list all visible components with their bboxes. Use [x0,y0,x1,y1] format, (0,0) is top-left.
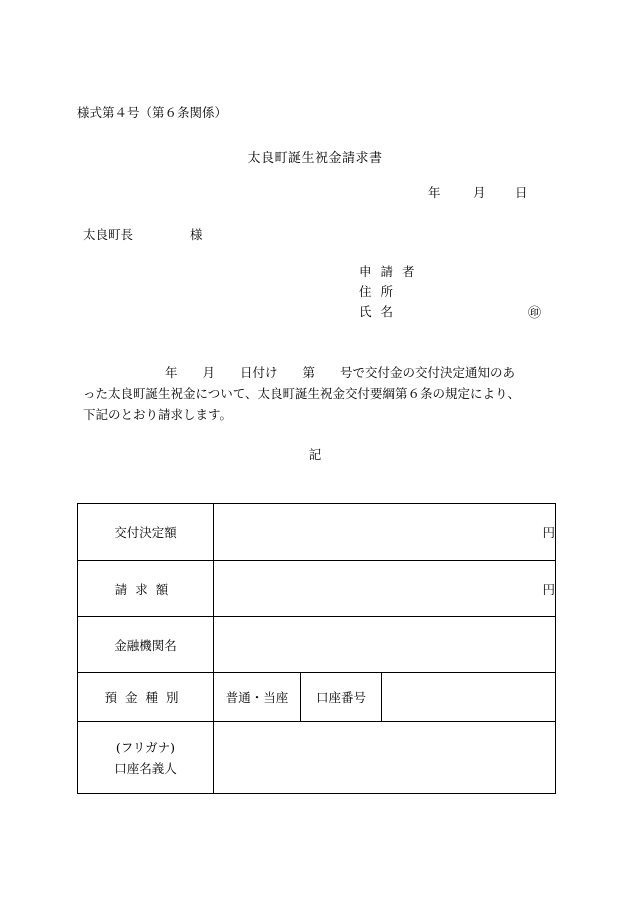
bank-name-label: 金融機関名 [78,617,214,673]
name-label: 氏名 [359,304,403,319]
date-line [428,183,528,201]
account-number-label: 口座番号 [301,673,382,722]
account-holder-field[interactable] [214,722,556,794]
account-holder-label-cell [78,722,214,794]
ki-heading: 記 [308,447,322,462]
form-number-label: 様式第４号（第６条関係） [77,105,228,120]
deposit-type-label: 預金種別 [78,673,214,722]
bank-name-field[interactable] [214,617,556,673]
table-row [78,561,556,617]
table-row [78,722,556,794]
date-day: 日 [515,185,528,200]
request-body [83,362,563,425]
body-line-2: った太良町誕生祝金について、太良町誕生祝金交付要綱第６条の規定により、 [83,386,521,401]
body-line-3: 下記のとおり請求します。 [83,407,233,422]
addressee-name: 太良町長 [83,227,134,242]
date-year: 年 [428,185,441,200]
applicant-block [359,262,429,322]
account-number-field[interactable] [382,673,556,722]
seal-mark: ㊞ [528,306,542,321]
date-month: 月 [473,185,486,200]
document-title: 太良町誕生祝金請求書 [247,151,383,166]
address-label: 住所 [359,284,403,299]
claim-amount-label: 請求額 [78,561,214,617]
account-holder-kana-label: (フリガナ) [115,739,176,755]
table-row [78,617,556,673]
applicant-heading: 申請者 [359,264,424,279]
body-line-1: 年 月 日付け 第 号で交付金の交付決定通知のあ [165,365,516,380]
addressee-suffix: 様 [190,227,203,242]
table-row [78,504,556,561]
deposit-type-field[interactable]: 普通・当座 [214,673,301,722]
claim-amount-field[interactable]: 円 [214,561,556,617]
grant-amount-label: 交付決定額 [78,504,214,561]
grant-amount-field[interactable]: 円 [214,504,556,561]
account-holder-label: 口座名義人 [114,760,177,776]
claim-table [77,503,556,794]
table-row [78,673,556,722]
